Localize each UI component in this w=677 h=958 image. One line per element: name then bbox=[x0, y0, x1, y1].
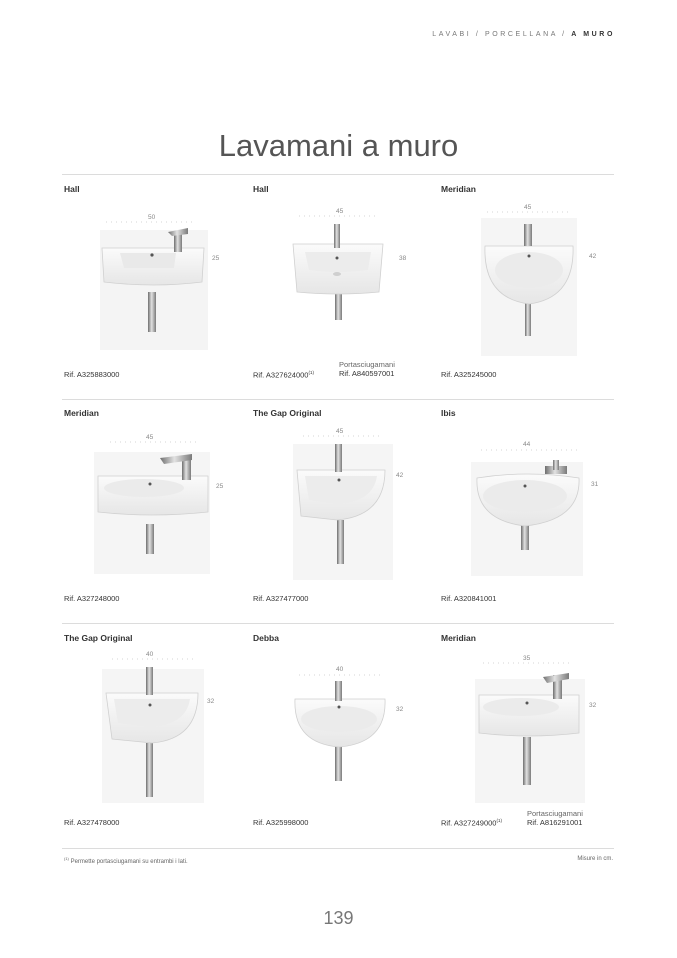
page-title: Lavamani a muro bbox=[218, 128, 459, 163]
basin-image bbox=[64, 200, 240, 360]
width-dimension: 45 bbox=[146, 434, 154, 441]
breadcrumb-current: A MURO bbox=[571, 31, 615, 38]
reference-code: Rif. A327249000$^{(1)}$ bbox=[441, 818, 502, 828]
basin-image bbox=[253, 424, 429, 584]
divider bbox=[62, 623, 614, 624]
reference-code: Rif. A320841001 bbox=[441, 594, 497, 603]
accessory-info: Portasciugamani Rif. A816291001 bbox=[527, 809, 583, 827]
depth-dimension: 42 bbox=[396, 472, 404, 479]
breadcrumb-item: LAVABI bbox=[432, 31, 472, 38]
accessory-info: Portasciugamani Rif. A840597001 bbox=[339, 360, 395, 378]
product-name: Hall bbox=[64, 184, 80, 194]
width-dimension: 45 bbox=[336, 208, 344, 215]
width-dimension: 50 bbox=[148, 214, 156, 221]
depth-dimension: 25 bbox=[216, 483, 224, 490]
basin-image bbox=[253, 649, 429, 809]
depth-dimension: 32 bbox=[396, 706, 404, 713]
product-name: The Gap Original bbox=[253, 408, 322, 418]
depth-dimension: 31 bbox=[591, 481, 599, 488]
product-name: Ibis bbox=[441, 408, 456, 418]
product-name: Meridian bbox=[64, 408, 99, 418]
basin-image bbox=[441, 424, 617, 584]
footnote: $^{(1)}$ Permette portasciugamani su entrambi i lati. bbox=[64, 856, 188, 865]
page-number: 139 bbox=[323, 908, 354, 928]
divider bbox=[62, 174, 614, 175]
breadcrumb: LAVABI / PORCELLANA / A MURO bbox=[432, 31, 615, 38]
width-dimension: 35 bbox=[523, 655, 531, 662]
depth-dimension: 42 bbox=[589, 253, 597, 260]
depth-dimension: 38 bbox=[399, 255, 407, 262]
product-name: Meridian bbox=[441, 184, 476, 194]
reference-code: Rif. A327478000 bbox=[64, 818, 120, 827]
width-dimension: 45 bbox=[336, 428, 344, 435]
width-dimension: 40 bbox=[336, 666, 344, 673]
width-dimension: 44 bbox=[523, 441, 531, 448]
reference-code: Rif. A327624000$^{(1)}$ bbox=[253, 370, 314, 380]
reference-code: Rif. A325245000 bbox=[441, 370, 497, 379]
basin-image bbox=[64, 649, 240, 809]
product-name: Debba bbox=[253, 633, 279, 643]
basin-image bbox=[64, 424, 240, 584]
reference-code: Rif. A325998000 bbox=[253, 818, 309, 827]
product-name: The Gap Original bbox=[64, 633, 133, 643]
breadcrumb-item: PORCELLANA bbox=[484, 31, 558, 38]
product-name: Meridian bbox=[441, 633, 476, 643]
divider bbox=[62, 399, 614, 400]
basin-image bbox=[441, 649, 617, 809]
depth-dimension: 32 bbox=[207, 698, 215, 705]
width-dimension: 40 bbox=[146, 651, 154, 658]
product-name: Hall bbox=[253, 184, 269, 194]
depth-dimension: 32 bbox=[589, 702, 597, 709]
width-dimension: 45 bbox=[524, 204, 532, 211]
basin-image bbox=[441, 200, 617, 360]
reference-code: Rif. A327477000 bbox=[253, 594, 309, 603]
reference-code: Rif. A327248000 bbox=[64, 594, 120, 603]
depth-dimension: 25 bbox=[212, 255, 220, 262]
divider bbox=[62, 848, 614, 849]
units-note: Misure in cm. bbox=[577, 856, 613, 862]
reference-code: Rif. A325883000 bbox=[64, 370, 120, 379]
basin-image bbox=[253, 200, 429, 360]
